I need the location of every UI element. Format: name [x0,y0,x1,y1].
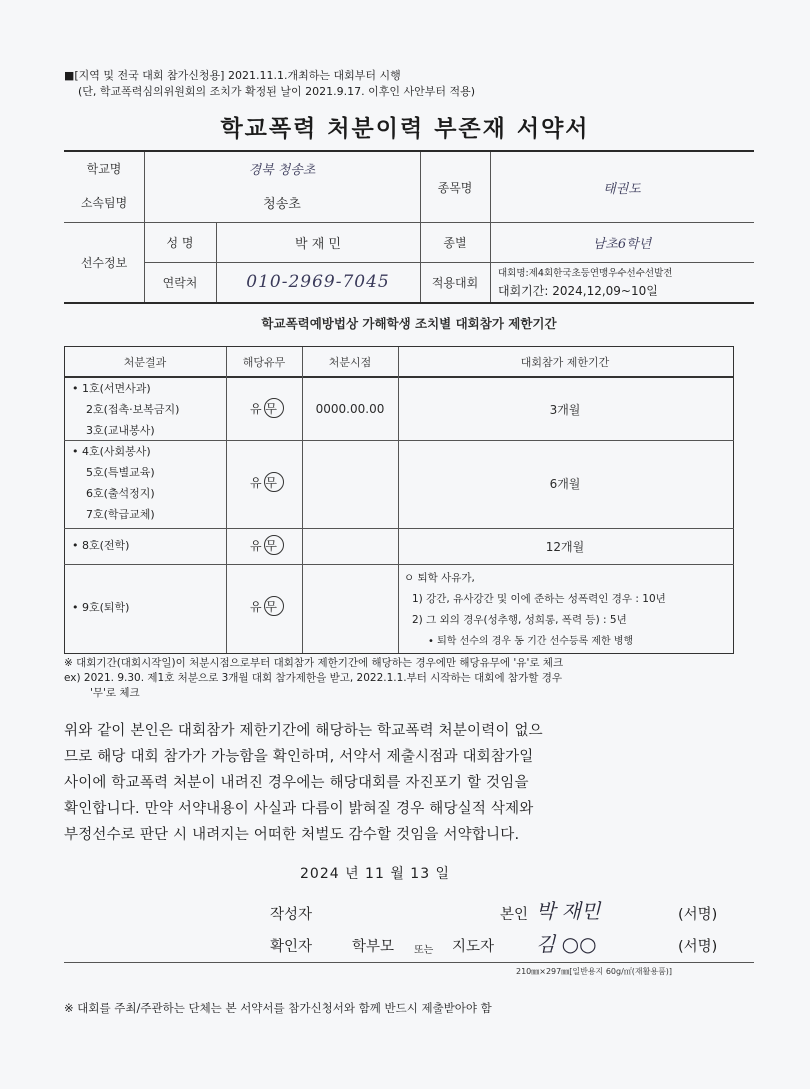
notice-line-2: (단, 학교폭력심의위원회의 조치가 확정된 날이 2021.9.17. 이후인 사안부터 적용) [78,85,476,98]
player-label: 선수정보 [80,255,128,270]
row-2-item: 5호(특별교육) [86,466,155,479]
guardian-label: 학부모 [352,939,395,955]
event-label: 종목명 [437,180,473,195]
row-3-yn: 유 무 [250,539,277,553]
row-2-item: 6호(출석정지) [86,487,155,500]
school-value: 경북 청송초 [248,162,316,178]
row-1-item: 3호(교내봉사) [86,424,155,437]
row-2-item: 7호(학급교체) [86,508,155,521]
notice-line-1: ■[지역 및 전국 대회 참가신청용] 2021.11.1.개최하는 대회부터 시행 [64,69,401,82]
table-col-3 [398,347,399,653]
category-value: 남초6학년 [592,236,652,252]
table-notes [64,656,764,701]
table-row-rule-3 [64,564,734,565]
competition-period: 대회기간: 2024,12,09~10일 [498,284,658,298]
table-col-2 [302,347,303,653]
coach-signature: 김 ○○ [536,932,597,956]
row-4-limit-line: 2) 그 외의 경우(성추행, 성희롱, 폭력 등) : 5년 [412,614,627,626]
row-4-yn: 유 무 [250,600,277,614]
table-note-2: ex) 2021. 9.30. 제1호 처분으로 3개월 대회 참가제한을 받고, 2022.1.1.부터 시작하는 대회에 참가할 경우 [64,672,562,684]
row-1-item: 2호(접촉·보복금지) [86,403,180,416]
coach-sign-suffix: (서명) [678,939,718,955]
row-3-limit: 12개월 [545,539,585,554]
coach-label: 지도자 [452,939,495,955]
header-result: 처분결과 [123,355,167,369]
row-1-check-mark [264,398,284,418]
category-label: 종별 [443,235,467,250]
competition-label: 적용대회 [431,275,479,290]
pledge-date: 2024 년 11 월 13 일 [300,866,451,882]
event-value: 태권도 [603,181,641,197]
school-label: 학교명 [86,161,122,176]
confirm-label: 확인자 [270,939,313,955]
row-3-item: • 8호(전학) [72,539,130,552]
table-col-1 [226,347,227,653]
row-4-item: • 9호(퇴학) [72,601,130,614]
pledge-line: 부정선수로 판단 시 내려지는 어떠한 처벌도 감수할 것임을 서약합니다. [64,827,520,843]
row-3-check-mark [264,535,284,555]
notice-text [64,68,475,100]
row-1-yn: 유 무 [250,402,277,416]
header-applicable: 해당유무 [242,355,286,369]
row-2-check-mark [264,472,284,492]
row-4-check-mark [264,596,284,616]
pledge-paragraph [64,718,754,848]
paper-spec: 210㎜×297㎜[일반용지 60g/㎡(재활용품)] [516,967,673,976]
table-note-3: '무'로 체크 [90,687,140,699]
competition-info [498,266,750,300]
pledge-line: 사이에 학교폭력 처분이 내려진 경우에는 해당대회를 자진포기 할 것임을 [64,775,529,791]
row-4-limit [404,568,730,652]
contact-label: 연락처 [162,275,198,290]
row-2-item: • 4호(사회봉사) [72,445,151,458]
name-label: 성 명 [166,235,194,250]
team-label: 소속팀명 [80,195,128,210]
pledge-line: 확인합니다. 만약 서약내용이 사실과 다름이 밝혀질 경우 해당실적 삭제와 [64,801,534,817]
author-label: 작성자 [270,907,313,923]
self-signature: 박 재민 [536,899,601,923]
info-bottom-rule [64,302,754,304]
pledge-line: 위와 같이 본인은 대회참가 제한기간에 해당하는 학교폭력 처분이력이 없으 [64,723,543,739]
row-4-limit-line: 1) 강간, 유사강간 및 이에 준하는 성폭력인 경우 : 10년 [412,593,666,605]
row-2-yn: 유 무 [250,476,277,490]
row-1-limit: 3개월 [549,402,581,417]
table-note-1: ※ 대회기간(대회시작일)이 처분시점으로부터 대회참가 제한기간에 해당하는 경우에만 해당유무에 '유'로 체크 [64,657,564,669]
row-4-limit-line: ㅇ 퇴학 사유가, [404,572,475,584]
row-1-item: • 1호(서면사과) [72,382,151,395]
row-4-items [72,597,129,618]
self-label: 본인 [500,907,529,923]
row-3-items [72,535,129,556]
footnote: ※ 대회를 주최/주관하는 단체는 본 서약서를 참가신청서와 함께 반드시 제출받아야 함 [64,1001,492,1015]
row-2-items [72,441,155,525]
self-sign-suffix: (서명) [678,907,718,923]
document-title: 학교폭력 처분이력 부존재 서약서 [220,116,590,142]
row-1-date: 0000.00.00 [315,402,385,416]
contact-value: 010-2969-7045 [246,272,390,292]
row-4-limit-line: • 퇴학 선수의 경우 동 기간 선수등록 제한 병행 [428,636,634,647]
table-row-rule-2 [64,528,734,529]
name-value: 박 재 민 [295,236,341,252]
row-1-items [72,378,179,441]
row-2-limit: 6개월 [549,476,581,491]
pledge-line: 므로 해당 대회 참가가 가능함을 확인하며, 서약서 제출시점과 대회참가일 [64,749,534,765]
header-date: 처분시점 [328,355,372,369]
competition-name: 대회명:제4회한국초등연맹우수선수선발전 [498,268,673,279]
table-caption: 학교폭력예방법상 가해학생 조치별 대회참가 제한기간 [261,316,557,331]
team-value: 청송초 [263,196,301,212]
or-label: 또는 [414,945,434,956]
signature-rule [64,962,754,963]
header-limit: 대회참가 제한기간 [520,355,610,369]
